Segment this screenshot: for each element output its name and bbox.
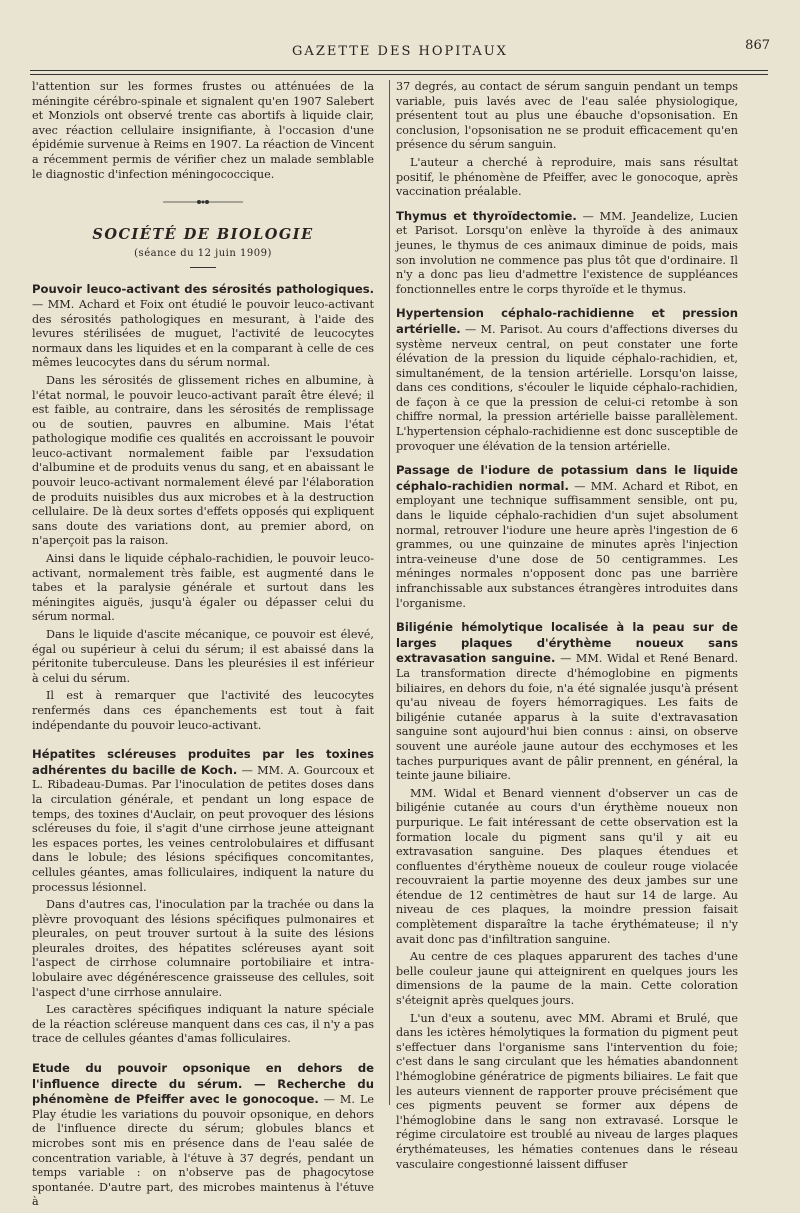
right-column — [396, 80, 738, 1175]
article-text: — MM. A. Gourcoux et L. Ribadeau-Dumas. Par l'inoculation de petites doses dans la circulation générale, et pendant un long espace de temps, des toxines d'Auclair, on peut provoquer des lésions scléreuses du foie, il s'agit d'une cirrhose jeune atteignant les espaces portes, les veines centrolobulaires et diffusant dans le lobule; des lésions spécifiques concomitantes, cellules géantes, amas folliculaires, indiquent la nature du processus lésionnel. — [32, 763, 374, 894]
paragraph: L'auteur a cherché à reproduire, mais sans résultat positif, le phénomène de Pfeiffer, avec le gonocoque, après vaccination préalable. — [396, 155, 738, 199]
article-text: — MM. Widal et René Benard. La transformation directe d'hémoglobine en pigments biliaires, en dehors du foie, n'a été signalée jusqu'à présent qu'au niveau de foyers hémorragiques. Les faits de biligénie cutanée apparus à la suite d'extravasation sanguine sont aujourd'hui bien connus : ainsi, on observe souvent une auréole jaune autour des ecchymoses et les taches purpuriques avant de pâlir prennent, en général, la teinte jaune biliaire. — [396, 652, 738, 783]
section-rule — [190, 267, 216, 268]
paragraph: Dans les sérosités de glissement riches en albumine, à l'état normal, le pouvoir leuco-activant paraît être élevé; il est faible, au contraire, dans les sérosités de remplissage ou de soutien, pauvres en albumine. Mais l'état pathologique modifie ces qualités en accroissant le pouvoir leuco-activant normalement faible par l'exsudation d'albumine et de produits venus du sang, et en abaissant le pouvoir leuco-activant normalement élevé par l'élaboration de produits nuisibles dus aux microbes et à la destruction cellulaire. De là deux sortes d'effets opposés qui expliquent sans doute des variations dont, au premier abord, on n'aperçoit pas la raison. — [32, 373, 374, 548]
article-hepatites — [32, 747, 374, 895]
article-heading: Hypertension céphalo-rachidienne et pression artérielle. — [396, 306, 738, 336]
paragraph: Ainsi dans le liquide céphalo-rachidien, le pouvoir leuco-activant, normalement très faible, est augmenté dans le tabes et la paralysie générale et surtout dans les méningites aiguës, jusqu'à égaler ou dépasser celui du sérum normal. — [32, 552, 374, 624]
page-number: 867 — [745, 38, 770, 53]
paragraph: MM. Widal et Benard viennent d'observer un cas de biligénie cutanée au cours d'un érythème noueux non purpurique. Le fait intéressant de cette observation est la formation locale du pigment sans qu'il y ait eu extravasation sanguine. Des plaques étendues et confluentes d'érythème noueux de couleur rouge violacée recouvraient la partie moyenne des deux jambes sur une étendue de 12 centimètres de haut sur 14 de large. Au niveau de ces plaques, la moindre pression faisait complètement disparaître la tache érythémateuse; il n'y avait donc pas d'infiltration sanguine. — [396, 786, 738, 946]
paragraph: L'un d'eux a soutenu, avec MM. Abrami et Brulé, que dans les ictères hémolytiques la formation du pigment peut s'effectuer dans l'organisme sans l'intervention du foie; c'est dans le sang circulant que les hématies abandonnent l'hémoglobine génératrice de pigments biliaires. Le fait que les auteurs viennent de rapporter prouve précisément que ces pigments peuvent se former aux dépens de l'hémoglobine dans le sang non extravasé. Lorsque le régime circulatoire est troublé au niveau de larges plaques érythémateuses, les hématies contenues dans le réseau vasculaire congestionné laissent diffuser — [396, 1011, 738, 1171]
page-header — [30, 38, 770, 64]
article-text: — M. Le Play étudie les variations du pouvoir opsonique, en dehors de l'influence directe du sérum; globules blancs et microbes sont mis en présence dans de l'eau salée de concentration variable, à l'étuve à 37 degrés, pendant un temps variable : on n'observe pas de phagocytose spontanée. D'autre part, des microbes maintenus à l'étuve à — [32, 1093, 374, 1209]
article-leuco-activant — [32, 282, 374, 371]
article-text: — MM. Jeandelize, Lucien et Parisot. Lorsqu'on enlève la thyroïde à des animaux jeunes, le thymus de ces animaux diminue de poids, mais son involution ne commence pas plus tôt que d'ordinaire. Il n'y a donc pas lieu d'admettre l'existence de suppléances fonctionnelles entre le corps thyroïde et le thymus. — [396, 209, 738, 296]
article-heading: Thymus et thyroïdectomie. — [396, 208, 577, 223]
section-session-date: (séance du 12 juin 1909) — [134, 247, 272, 259]
article-text: — MM. Achard et Foix ont étudié le pouvoir leuco-activant des sérosités pathologiques en mesurant, à l'aide des levures stérilisées de muguet, l'activité de leucocytes normaux dans les liquides et en la comparant à celle de ces mêmes leucocytes dans du sérum normal. — [32, 297, 374, 370]
article-heading: Biligénie hémolytique localisée à la peau sur de larges plaques d'érythème noueux sans extravasation sanguine. — [396, 620, 738, 666]
paragraph: Il est à remarquer que l'activité des leucocytes renfermés dans ces épanchements est tout à fait indépendante du pouvoir leuco-activant. — [32, 689, 374, 732]
article-text: — MM. Achard et Ribot, en employant une technique suffisamment sensible, ont pu, dans le liquide céphalo-rachidien d'un sujet absolument normal, retrouver l'iodure une heure après l'ingestion de 6 grammes, ou une quinzaine de minutes après l'injection intra-veineuse d'une dose de 50 centigrammes. Les méninges normales n'opposent donc pas une barrière infranchissable aux substances étrangères introduites dans l'organisme. — [396, 479, 738, 610]
article-text: — M. Parisot. Au cours d'affections diverses du système nerveux central, on peut constater une forte élévation de la pression du liquide céphalo-rachidien, et, simultanément, de la tension artérielle. Lorsqu'on laisse, dans ces conditions, s'écouler le liquide céphalo-rachidien, de façon à ce que la pression de celui-ci retombe à son chiffre normal, la pression artérielle baisse parallèlement. L'hypertension céphalo-rachidienne est donc susceptible de provoquer une élévation de la tension artérielle. — [396, 322, 738, 453]
section-ornament — [32, 196, 374, 206]
article-heading: Passage de l'iodure de potassium dans le liquide céphalo-rachidien normal. — [396, 463, 738, 493]
paragraph: Dans d'autres cas, l'inoculation par la trachée ou dans la plèvre provoquant des lésions spécifiques pulmonaires et pleurales, on peut trouver surtout à la suite des lésions pleurales droites, des hépatites scléreuses ayant soit l'aspect de cirrhose columnaire portobiliaire et intra-lobulaire avec dégénérescence graisseuse des cellules, soit l'aspect d'une cirrhose annulaire. — [32, 898, 374, 999]
article-iodure — [396, 463, 738, 611]
intro-paragraph: l'attention sur les formes frustes ou atténuées de la méningite cérébro-spinale et signalent qu'en 1907 Salebert et Monziols ont observé trente cas abortifs à liquide clair, avec réaction cellulaire insignifiante, à l'occasion d'une épidémie survenue à Reims en 1907. La réaction de Vincent a récemment permis de vérifier chez un malade semblable le diagnostic d'infection méningococcique. — [32, 80, 374, 181]
article-heading: Hépatites scléreuses produites par les toxines adhérentes du bacille de Koch. — [32, 747, 374, 777]
section-title: SOCIÉTÉ DE BIOLOGIE — [92, 226, 314, 244]
article-biligenie — [396, 620, 738, 784]
article-heading: Etude du pouvoir opsonique en dehors de l'influence directe du sérum. — Recherche du phénomène de Pfeiffer avec le gonocoque. — [32, 1061, 374, 1107]
column-separator — [389, 80, 390, 1105]
paragraph: 37 degrés, au contact de sérum sanguin pendant un temps variable, puis lavés avec de l'eau salée physiologique, présentent tout au plus une ébauche d'opsonisation. En conclusion, l'opsonisation ne se produit efficacement qu'en présence du sérum sanguin. — [396, 80, 738, 152]
article-thymus — [396, 209, 738, 298]
left-column — [32, 80, 374, 1213]
article-hypertension — [396, 306, 738, 454]
article-heading: Pouvoir leuco-activant des sérosités pathologiques. — [32, 282, 374, 297]
header-rule — [30, 70, 768, 71]
header-rule-thin — [30, 74, 768, 75]
paragraph: Les caractères spécifiques indiquant la nature spéciale de la réaction scléreuse manquent dans ces cas, il n'y a pas trace de cellules géantes d'amas folliculaires. — [32, 1003, 374, 1046]
paragraph: Au centre de ces plaques apparurent des taches d'une belle couleur jaune qui atteignirent en quelques jours les dimensions de la paume de la main. Cette coloration s'éteignit après quelques jours. — [396, 950, 738, 1008]
paragraph: Dans le liquide d'ascite mécanique, ce pouvoir est élevé, égal ou supérieur à celui du sérum; il est abaissé dans la péritonite tuberculeuse. Dans les pleurésies il est inférieur à celui du sérum. — [32, 628, 374, 685]
journal-title: GAZETTE DES HOPITAUX — [292, 44, 508, 59]
article-opsonique — [32, 1061, 374, 1210]
